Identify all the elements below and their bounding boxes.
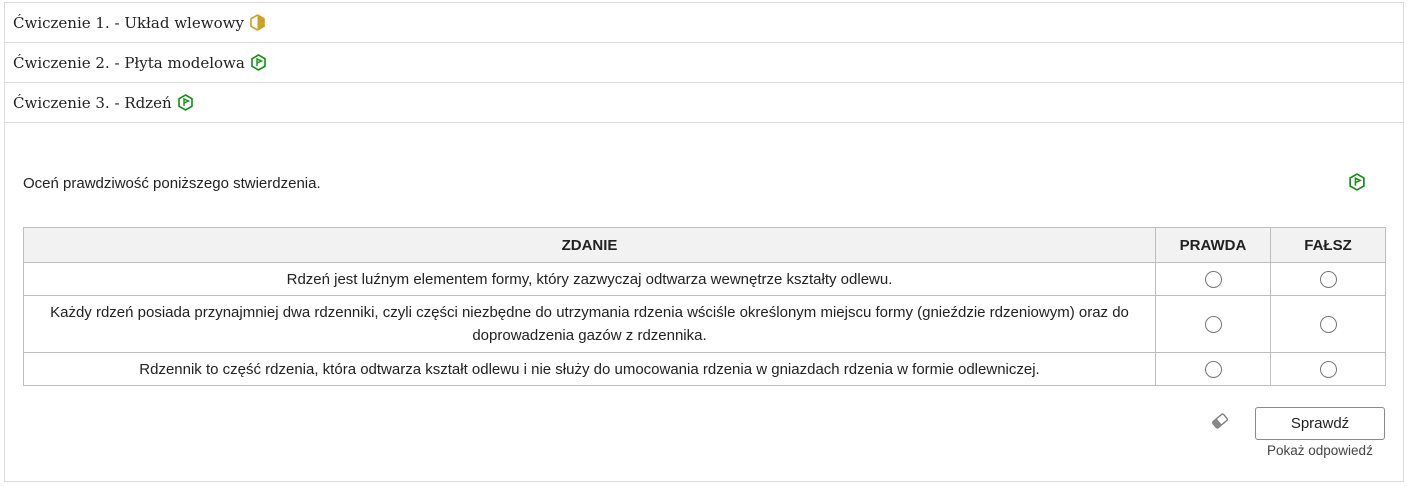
false-radio[interactable] [1320, 361, 1337, 378]
true-false-table [23, 227, 1386, 386]
eraser-icon[interactable] [1210, 412, 1230, 430]
true-cell [1156, 296, 1271, 353]
true-radio[interactable] [1205, 316, 1222, 333]
exercise-accordion [4, 2, 1404, 482]
accordion-item-title: Ćwiczenie 2. - Płyta modelowa [13, 53, 245, 72]
false-cell [1271, 353, 1386, 386]
accordion-item-exercise-1[interactable] [4, 2, 1404, 42]
column-header-true: PRAWDA [1156, 228, 1271, 263]
true-cell [1156, 263, 1271, 296]
column-header-statement: ZDANIE [24, 228, 1156, 263]
hexagon-half-icon [249, 14, 266, 31]
accordion-item-exercise-3[interactable] [4, 82, 1404, 122]
false-cell [1271, 263, 1386, 296]
accordion-item-title: Ćwiczenie 1. - Układ wlewowy [13, 13, 244, 32]
false-cell [1271, 296, 1386, 353]
false-radio[interactable] [1320, 271, 1337, 288]
accordion-item-exercise-2[interactable] [4, 42, 1404, 82]
statement-text: Każdy rdzeń posiada przynajmniej dwa rdzenniki, czyli części niezbędne do utrzymania rdzenia wściśle określonym miejscu formy (gnieździe rdzeniowym) oraz do doprowadzenia gazów z rdzennika. [24, 296, 1156, 353]
true-cell [1156, 353, 1271, 386]
hexagon-flag-icon [177, 94, 194, 111]
table-row [24, 296, 1386, 353]
hexagon-flag-icon [1348, 173, 1366, 191]
false-radio[interactable] [1320, 316, 1337, 333]
show-answer-link[interactable]: Pokaż odpowiedź [1267, 443, 1373, 458]
hexagon-flag-icon [250, 54, 267, 71]
table-row [24, 263, 1386, 296]
check-button[interactable]: Sprawdź [1255, 407, 1385, 440]
exercise-3-panel [4, 122, 1404, 482]
column-header-false: FAŁSZ [1271, 228, 1386, 263]
statement-text: Rdzennik to część rdzenia, która odtwarza kształt odlewu i nie służy do umocowania rdzenia w gniazdach rdzenia w formie odlewniczej. [24, 353, 1156, 386]
accordion-item-title: Ćwiczenie 3. - Rdzeń [13, 93, 172, 112]
true-radio[interactable] [1205, 361, 1222, 378]
true-radio[interactable] [1205, 271, 1222, 288]
instruction-text: Oceń prawdziwość poniższego stwierdzenia. [23, 175, 321, 192]
table-row [24, 353, 1386, 386]
statement-text: Rdzeń jest luźnym elementem formy, który zazwyczaj odtwarza wewnętrze kształty odlewu. [24, 263, 1156, 296]
